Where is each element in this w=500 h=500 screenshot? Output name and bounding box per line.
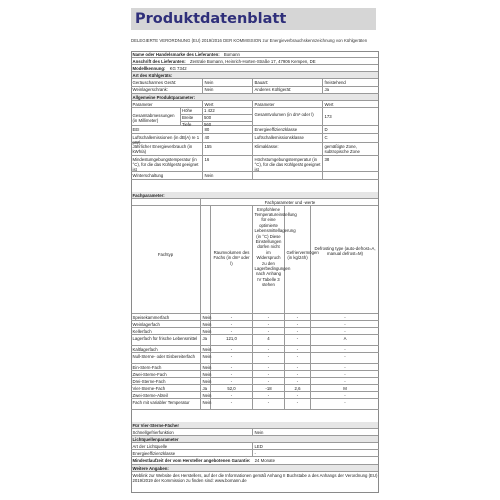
compartment-col-headers — [131, 206, 379, 314]
compartment-cell: 121,0 — [211, 335, 253, 345]
col-header-freezing: Gefriervermögen (in kg/24h) — [285, 206, 311, 313]
compartment-cell: - — [344, 353, 346, 359]
compartment-cell: Speisekammerfach — [131, 314, 201, 320]
section-title: Fachparameter: — [132, 192, 165, 198]
compartment-cell: Nein — [202, 321, 212, 327]
compartment-cell: - — [253, 328, 285, 334]
supplier-address-label: Anschrift des Lieferanten: — [132, 58, 186, 64]
compartment-cell: M — [343, 385, 347, 391]
light-cell: LED — [254, 443, 263, 449]
section-title: Allgemeine Produktparameter: — [132, 94, 196, 100]
compartment-row — [131, 399, 379, 410]
device-type-cell: Bauart: — [253, 79, 323, 86]
compartment-cell: - — [285, 392, 311, 398]
general-cell: 155 — [203, 143, 253, 155]
light-row — [131, 443, 379, 450]
compartment-cell: Lagerfach für frische Lebensmittel — [131, 335, 201, 345]
compartment-cell: - — [253, 399, 285, 409]
general-row — [131, 156, 379, 172]
device-type-section — [131, 72, 379, 79]
general-cell: EEI — [131, 126, 203, 133]
section-title: Lichtquellenparameter — [132, 436, 179, 442]
general-cell: D — [324, 126, 328, 132]
further-text-row — [131, 472, 379, 493]
compartment-cell: - — [344, 314, 346, 320]
quick-freeze-label: Schnellgefrierfunktion — [131, 429, 253, 435]
compartment-row — [131, 335, 379, 346]
compartment-cell: - — [344, 364, 346, 370]
dim-depth-label: Tiefe — [182, 122, 192, 127]
compartment-row — [131, 346, 379, 353]
group-header: Fachparameter und -werte — [264, 199, 316, 205]
compartment-cell: - — [211, 353, 253, 363]
compartment-cell: - — [285, 364, 311, 370]
dimensions-label: Gesamtabmessungen (in Millimeter) — [131, 108, 181, 125]
general-cell: Luftschallemissionen (in dB(A) re 1 pW) — [131, 134, 203, 142]
device-type-cell: Weinlagerschrank: — [131, 87, 203, 94]
light-cell: Art der Lichtquelle — [131, 443, 253, 449]
dimensions-row — [131, 108, 379, 126]
compartment-cell: Kaltlagerfach — [131, 346, 201, 352]
general-cell: Energieeffizienzklasse — [253, 126, 323, 133]
compartment-cell: Nein — [202, 346, 212, 352]
device-type-cell: Nein — [203, 79, 253, 86]
compartment-cell: - — [285, 353, 311, 363]
compartment-row — [131, 364, 379, 371]
compartment-cell: - — [211, 378, 253, 384]
compartment-cell: 52,0 — [211, 385, 253, 391]
header-cell: Parameter — [253, 101, 323, 107]
general-cell — [323, 172, 379, 179]
dim-height-label: Höhe — [181, 108, 202, 115]
general-cell: Klimaklasse: — [253, 143, 323, 155]
device-type-cell: Anderes Kühlgerät: — [253, 87, 323, 94]
further-section — [131, 465, 379, 472]
compartment-cell: - — [344, 399, 346, 405]
warranty-row — [131, 457, 379, 465]
further-label: Weitere Angaben: — [132, 465, 169, 471]
compartment-cell: Nein — [202, 378, 212, 384]
device-type-cell: Ja — [324, 87, 330, 92]
col-header-defrost: Defrosting type (auto-defrost=A, manual defrost=M) — [314, 246, 376, 257]
compartment-cell: - — [211, 314, 253, 320]
supplier-address-row — [131, 58, 379, 65]
compartment-cell: - — [211, 399, 253, 409]
device-type-row — [131, 87, 379, 95]
model-value: KG 7342 — [169, 65, 187, 71]
general-row — [131, 143, 379, 156]
device-type-cell: Nein — [203, 87, 253, 94]
compartment-cell: Weinlagerfach — [131, 321, 201, 327]
compartment-cell: - — [253, 371, 285, 377]
quick-freeze-value: Nein — [254, 429, 264, 435]
compartment-cell: - — [344, 321, 346, 327]
supplier-name-value: Bomann — [223, 51, 240, 57]
compartment-cell: Zwei-Sterne-Fach — [131, 371, 201, 377]
model-label: Modellkennung: — [132, 65, 166, 71]
compartment-cell: Drei-Sterne-Fach — [131, 378, 201, 384]
dim-height-value: 1 422 — [203, 108, 252, 115]
compartment-row — [131, 314, 379, 321]
compartment-cell: Nein — [202, 328, 212, 334]
compartment-cell: - — [253, 321, 285, 327]
device-type-cell: freistehend — [324, 79, 346, 85]
general-cell: C — [324, 134, 328, 140]
dim-width-value: 500 — [203, 115, 252, 122]
header-cell: Parameter — [131, 101, 203, 107]
header-cell: Wert — [324, 101, 334, 107]
compartment-row — [131, 392, 379, 399]
compartment-cell: Ja — [201, 335, 211, 345]
compartment-cell: Null-Sterne- oder Eisbereiterfach — [131, 353, 201, 363]
compartment-cell: - — [344, 378, 346, 384]
compartment-cell: -18 — [253, 385, 285, 391]
general-cell: 40 — [203, 134, 253, 142]
col-header-volume: Raumvolumen des Fachs (in dm³ oder l) — [211, 206, 253, 313]
compartment-cell: - — [253, 392, 285, 398]
compartment-row — [131, 353, 379, 364]
compartment-cell: Nein — [202, 364, 212, 370]
compartment-cell: 2,6 — [285, 385, 311, 391]
compartment-cell: - — [211, 392, 253, 398]
compartment-cell: Zwei-Sterne-Abteil — [131, 392, 201, 398]
general-cell: 16 — [203, 156, 253, 171]
compartment-cell: Vier-Sterne-Fach — [131, 385, 201, 391]
compartment-cell: - — [211, 346, 253, 352]
supplier-name-row — [131, 51, 379, 58]
four-star-section — [131, 422, 379, 429]
general-cell: Nein — [203, 172, 253, 179]
quick-freeze-row — [131, 429, 379, 436]
compartment-cell: - — [211, 364, 253, 370]
general-cell — [253, 172, 323, 179]
volume-value: 173 — [324, 114, 332, 119]
supplier-name-label: Name oder Handelsmarke des Lieferanten: — [132, 51, 220, 57]
header-cell: Wert — [203, 101, 253, 107]
col-header-type: Fachtyp — [131, 206, 201, 313]
regulation-text: DELEGIERTE VERORDNUNG (EU) 2019/2016 DER KOMMISSION zur Energieverbrauchskennzeichnung von Kühlgeräten — [131, 38, 368, 43]
light-row — [131, 450, 379, 457]
compartment-cell: - — [211, 321, 253, 327]
compartment-cell: - — [285, 371, 311, 377]
page-title: Produktdatenblatt — [131, 8, 376, 30]
compartment-cell: - — [344, 371, 346, 377]
compartment-cell: - — [211, 328, 253, 334]
compartment-cell: - — [253, 314, 285, 320]
compartment-cell: - — [285, 378, 311, 384]
general-cell: Höchstumgebungstemperatur (in °C), für die das Kühlgerät geeignet ist — [253, 156, 323, 171]
compartment-cell: A — [343, 335, 347, 341]
compartment-cell: Nein — [202, 371, 212, 377]
general-row — [131, 126, 379, 134]
light-cell: - — [254, 450, 256, 456]
general-cell: Jährlicher Energieverbrauch (in kWh/a) — [131, 143, 203, 155]
compartment-cell: Fach mit variabler Temperatur — [131, 399, 201, 409]
compartment-cell: - — [253, 364, 285, 370]
compartment-section — [131, 192, 379, 199]
compartment-cell: - — [253, 378, 285, 384]
section-title: Für Vier-Sterne-Fächer — [132, 422, 179, 428]
compartment-cell: Nein — [202, 392, 212, 398]
general-header-row — [131, 101, 379, 108]
compartment-cell: Nein — [201, 399, 211, 409]
general-cell: Mindestumgebungstemperatur (in °C), für die das Kühlgerät geeignet ist — [131, 156, 203, 171]
general-cell: 38 — [324, 156, 330, 162]
general-cell: gemäßigte Zone, subtropische Zone — [324, 143, 360, 154]
compartment-cell: Nein — [202, 314, 212, 320]
compartment-cell: - — [285, 321, 311, 327]
supplier-address-value: Zentrale Bomann, Heinrich-Horten-Straße 17, 47906 Kempen, DE — [189, 58, 316, 64]
compartment-cell: Ein-Stern-Fach — [131, 364, 201, 370]
compartment-cell: Nein — [201, 353, 211, 363]
section-title: Art des Kühlgeräts: — [132, 72, 173, 78]
compartment-row — [131, 385, 379, 392]
compartment-cell: - — [253, 346, 285, 352]
compartment-cell: 4 — [253, 335, 285, 345]
model-row — [131, 65, 379, 72]
compartment-group-header — [131, 199, 379, 206]
compartment-cell: - — [344, 346, 346, 352]
light-section — [131, 436, 379, 443]
compartment-row — [131, 371, 379, 378]
dim-width-label: Breite — [181, 115, 202, 122]
compartment-cell: - — [285, 314, 311, 320]
compartment-row — [131, 378, 379, 385]
compartment-cell: - — [285, 328, 311, 334]
general-cell: 80 — [203, 126, 253, 133]
general-row — [131, 134, 379, 143]
compartment-cell: Ja — [201, 385, 211, 391]
compartment-cell: - — [344, 392, 346, 398]
device-type-row — [131, 79, 379, 87]
col-header-temperature: Empfohlene Temperatureinstellung für eine optimierte Lebensmittellagerung (in °C) Diese Einstellungen dürfen nicht im Widerspruch zu den Lagerbedingungen nach Anhang IV Tabelle 3 stehen — [253, 206, 285, 313]
compartment-row — [131, 328, 379, 335]
warranty-label: Mindestlaufzeit der vom Hersteller angebotenen Garantie: — [132, 457, 251, 463]
warranty-value: 24 Monate — [254, 457, 275, 463]
compartment-cell: - — [344, 328, 346, 334]
general-section — [131, 94, 379, 101]
compartment-cell: - — [285, 346, 311, 352]
compartment-cell: - — [211, 371, 253, 377]
light-cell: Energieeffizienzklasse — [131, 450, 253, 456]
volume-label: Gesamtvolumen (in dm³ oder l) — [253, 108, 323, 125]
general-cell: Winterschaltung — [131, 172, 203, 179]
compartment-cell: - — [285, 335, 311, 345]
general-cell: Luftschallemissionsklasse — [253, 134, 323, 142]
compartment-cell: - — [285, 399, 311, 409]
compartment-row — [131, 321, 379, 328]
general-row — [131, 172, 379, 180]
dim-depth-value: 560 — [204, 122, 212, 127]
device-type-cell: Geräuscharmes Gerät: — [131, 79, 203, 86]
compartment-cell: Kellerfach — [131, 328, 201, 334]
compartment-cell: - — [253, 353, 285, 363]
further-text: Weblink zur Website des Herstellers, auf der die Informationen gemäß Anhang II Buchstabe a des Anhangs der Verordnung (EU) 2019/2019 der Kommission zu finden sind: www.bomann.de — [132, 472, 378, 483]
